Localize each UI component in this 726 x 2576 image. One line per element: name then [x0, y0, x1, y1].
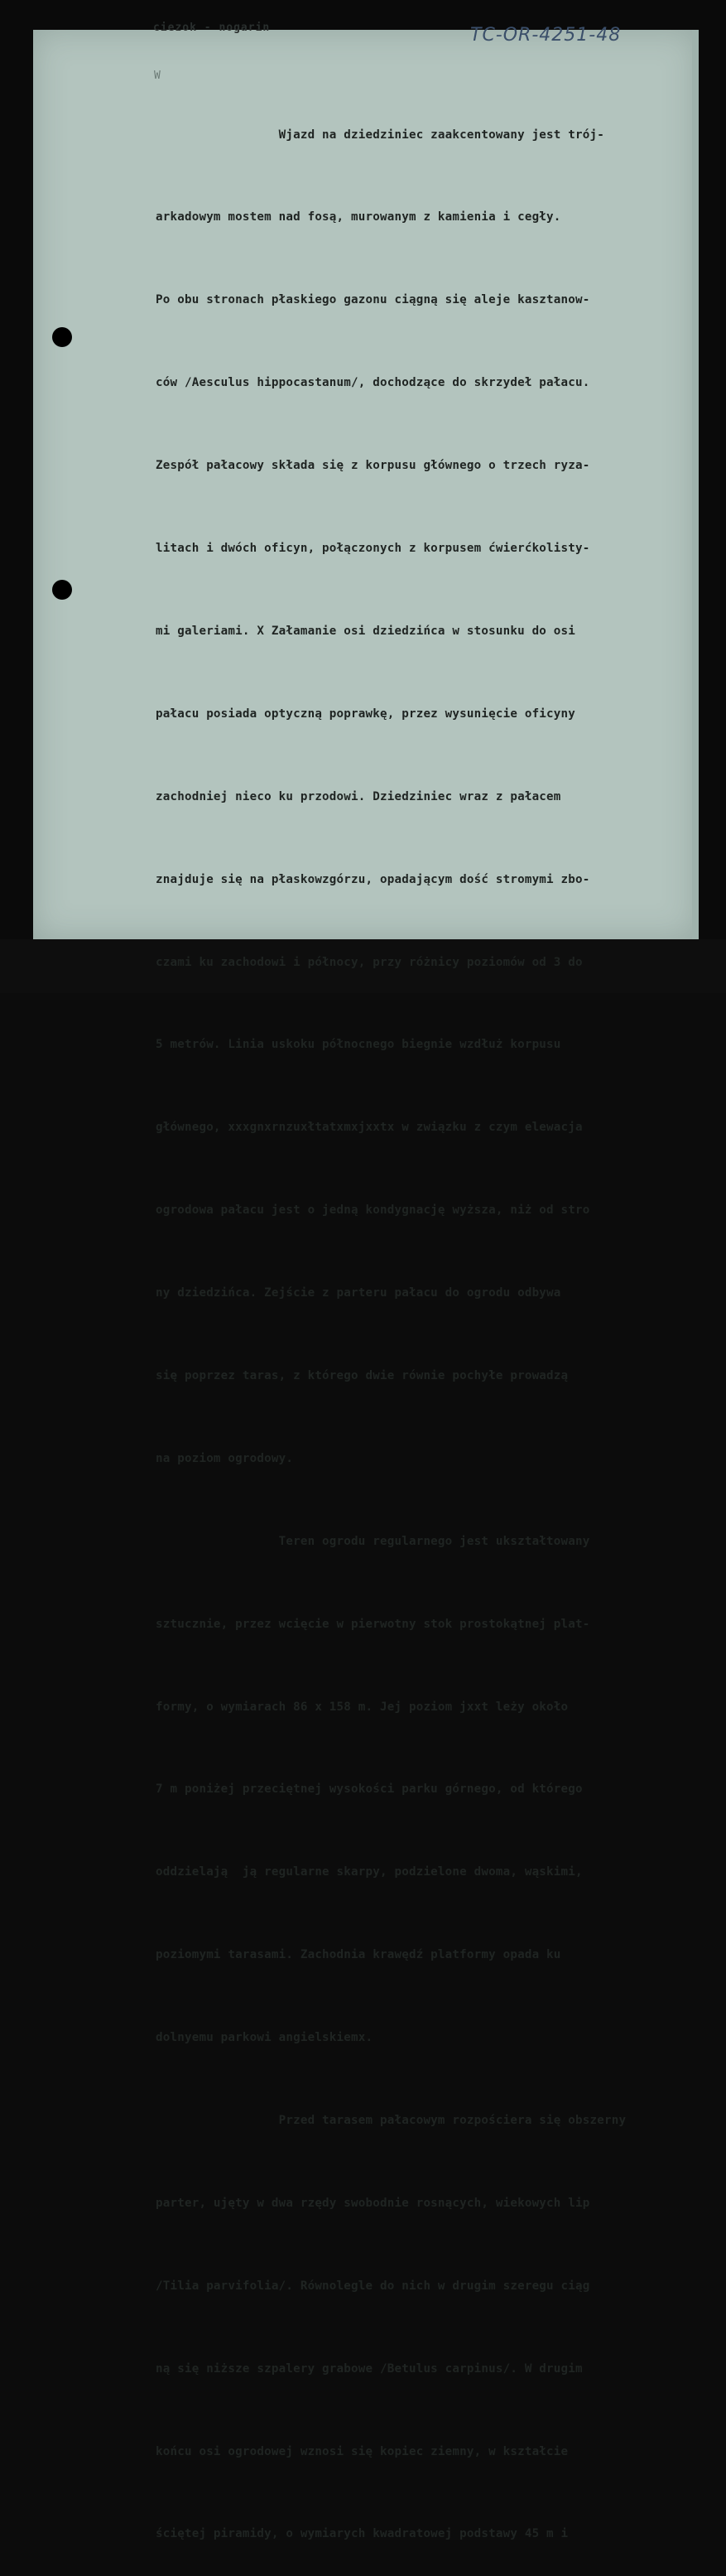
- text-line: /Tilia parvifolia/. Równolegle do nich w drugim szeregu ciąg: [156, 2279, 590, 2293]
- text-line: Wjazd na dziedziniec zaakcentowany jest trój-: [156, 128, 604, 142]
- text-line: parter, ujęty w dwa rzędy swobodnie rosnących, wiekowych lip: [156, 2196, 590, 2210]
- text-line: Zespół pałacowy składa się z korpusu głównego o trzech ryza-: [156, 459, 590, 473]
- text-line: 7 m poniżej przeciętnej wysokości parku górnego, od którego: [156, 1782, 583, 1797]
- binder-hole-icon: [52, 580, 72, 600]
- text-line: Przed tarasem pałacowym rozpościera się obszerny: [156, 2113, 627, 2127]
- text-line: ców /Aesculus hippocastanum/, dochodzące do skrzydeł pałacu.: [156, 376, 590, 390]
- text-line: dolnyemu parkowi angielskiemx.: [156, 2031, 373, 2045]
- binder-hole-icon: [52, 327, 72, 347]
- text-line: formy, o wymiarach 86 x 158 m. Jej poziom jxxt leży około: [156, 1700, 569, 1714]
- text-line: znajduje się na płaskowzgórzu, opadającym dość stromymi zbo-: [156, 872, 590, 886]
- archive-number-handwritten: TC-OR-4251-48: [470, 25, 622, 46]
- text-line: mi galeriami. X Załamanie osi dziedzińca w stosunku do osi: [156, 624, 576, 638]
- text-line: Po obu stronach płaskiego gazonu ciągną się aleje kasztanow-: [156, 293, 590, 307]
- text-line: ną się niższe szpalery grabowe /Betulus carpinus/. W drugim: [156, 2361, 583, 2376]
- text-line: ściętej piramidy, o wymiarych kwadratowej podstawy 45 m i: [156, 2527, 569, 2541]
- cut-off-header-text: ciezok - nogarin: [153, 22, 271, 34]
- margin-mark: W: [154, 70, 161, 82]
- text-line: oddzielają ją regularne skarpy, podzielone dwoma, wąskimi,: [156, 1865, 583, 1879]
- text-line: sztucznie, przez wcięcie w pierwotny stok prostokątnej plat-: [156, 1617, 590, 1631]
- typewritten-body: [156, 66, 694, 2576]
- text-line: czami ku zachodowi i północy, przy różnicy poziomów od 3 do: [156, 955, 583, 969]
- text-line: głównego, xxxgnxrnzuxłtatxmxjxxtx w związku z czym elewacja: [156, 1121, 583, 1135]
- text-line: na poziom ogrodowy.: [156, 1451, 294, 1465]
- text-line: ogrodowa pałacu jest o jedną kondygnację wyższa, niż od stro: [156, 1204, 590, 1218]
- text-line: poziomymi tarasami. Zachodnia krawędź platformy opada ku: [156, 1948, 561, 1962]
- text-line: Teren ogrodu regularnego jest ukształtowany: [156, 1534, 590, 1548]
- text-line: litach i dwóch oficyn, połączonych z korpusem ćwierćkolisty-: [156, 542, 590, 556]
- text-line: pałacu posiada optyczną poprawkę, przez wysunięcie oficyny: [156, 707, 576, 721]
- text-line: arkadowym mostem nad fosą, murowanym z kamienia i cegły.: [156, 210, 561, 224]
- text-line: się poprzez taras, z którego dwie równie pochyłe prowadzą: [156, 1368, 569, 1382]
- text-line: zachodniej nieco ku przodowi. Dziedziniec wraz z pałacem: [156, 789, 561, 803]
- text-line: ny dziedzińca. Zejście z parteru pałacu do ogrodu odbywa: [156, 1286, 561, 1300]
- text-line: 5 metrów. Linia uskoku północnego biegnie wzdłuż korpusu: [156, 1038, 561, 1052]
- text-line: końcu osi ogrodowej wznosi się kopiec ziemny, w kształcie: [156, 2444, 569, 2458]
